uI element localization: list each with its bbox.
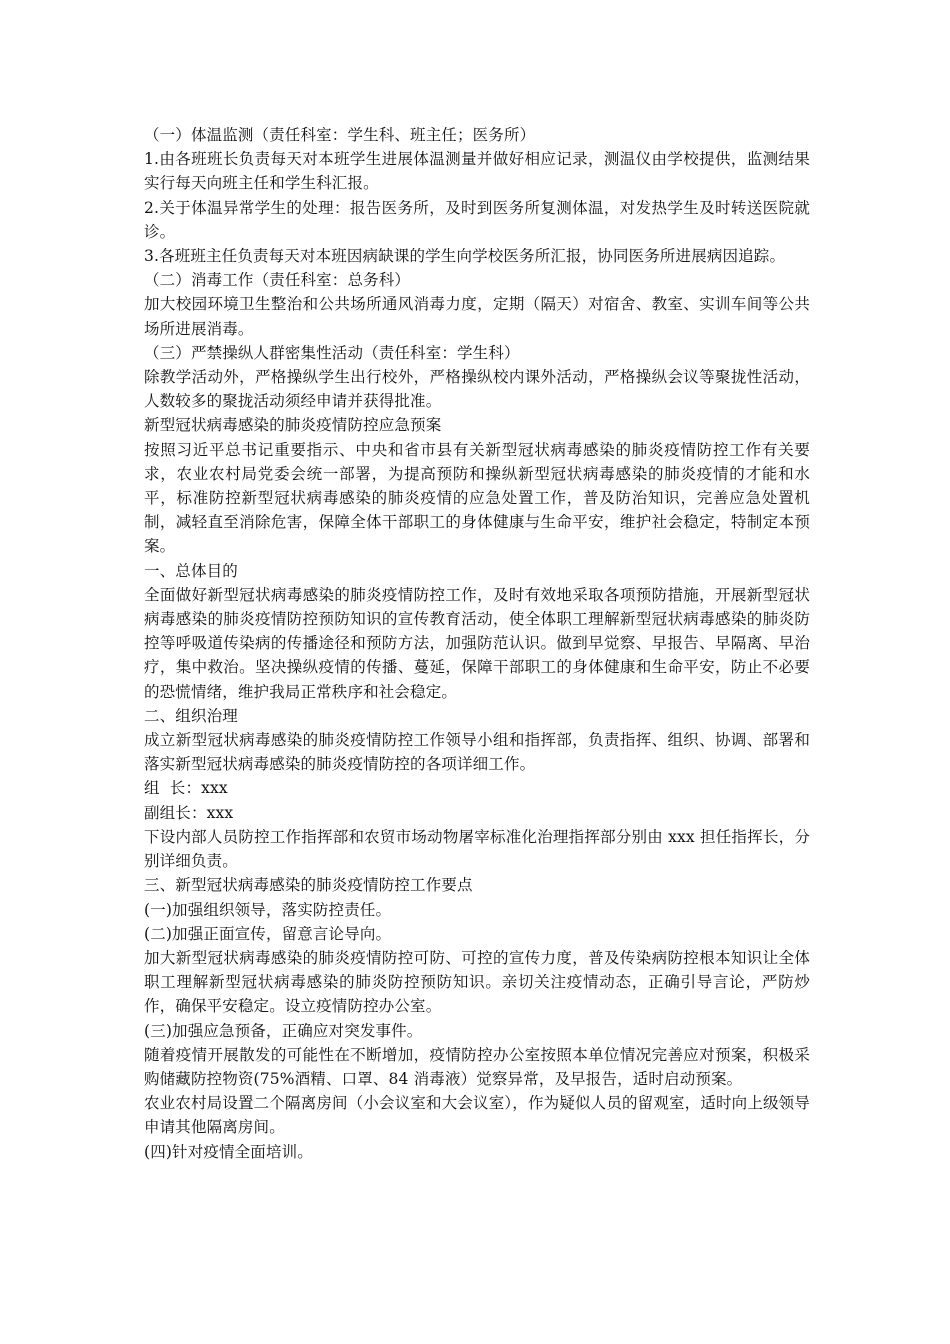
document-page [144, 123, 810, 1164]
section-heading: 三、新型冠状病毒感染的肺炎疫情防控工作要点 [144, 876, 473, 895]
section-heading: （三）严禁操纵人群密集性活动（责任科室：学生科） [144, 343, 520, 362]
paragraph: 1.由各班班长负责每天对本班学生进展体温测量并做好相应记录，测温仪由学校提供，监测结果实行每天向班主任和学生科汇报。 [144, 150, 810, 193]
section-heading: 一、总体目的 [144, 561, 238, 580]
paragraph: 3.各班班主任负责每天对本班因病缺课的学生向学校医务所汇报，协同医务所进展病因追踪。 [144, 247, 786, 266]
paragraph: 全面做好新型冠状病毒感染的肺炎疫情防控工作，及时有效地采取各项预防措施，开展新型冠状病毒感染的肺炎疫情防控预防知识的宣传教育活动，使全体职工理解新型冠状病毒感染的肺炎防控等呼吸道传染病的传播途径和预防方法，加强防范认识。做到早觉察、早报告、早隔离、早治疗，集中救治。坚决操纵疫情的传播、蔓延，保障干部职工的身体健康和生命平安，防止不必要的恐慌情绪，维护我局正常秩序和社会稳定。 [144, 585, 810, 701]
paragraph: 除教学活动外，严格操纵学生出行校外，严格操纵校内课外活动，严格操纵会议等聚拢性活动，人数较多的聚拢活动须经申请并获得批准。 [144, 368, 810, 411]
paragraph: 下设内部人员防控工作指挥部和农贸市场动物屠宰标准化治理指挥部分别由 xxx 担任指挥长，分别详细负责。 [144, 827, 810, 871]
deputy-leader-line: 副组长：xxx [144, 803, 234, 822]
section-heading: （二）消毒工作（责任科室：总务科） [144, 271, 411, 290]
section-heading: （一）体温监测（责任科室：学生科、班主任；医务所） [144, 126, 536, 144]
sub-heading: (四)针对疫情全面培训。 [144, 1142, 313, 1161]
paragraph: 农业农村局设置二个隔离房间（小会议室和大会议室），作为疑似人员的留观室，适时向上级领导申请其他隔离房间。 [144, 1094, 810, 1137]
document-title: 新型冠状病毒感染的肺炎疫情防控应急预案 [144, 416, 442, 435]
team-leader-line: 组 长：xxx [144, 779, 228, 798]
paragraph: 随着疫情开展散发的可能性在不断增加，疫情防控办公室按照本单位情况完善应对预案，积极采购储藏防控物资(75%酒精、口罩、84 消毒液）觉察异常，及早报告，适时启动预案。 [144, 1045, 810, 1088]
paragraph: 加大校园环境卫生整治和公共场所通风消毒力度，定期（隔天）对宿舍、教室、实训车间等公共场所进展消毒。 [144, 295, 810, 338]
section-heading: 二、组织治理 [144, 706, 238, 725]
sub-heading: (三)加强应急预备，正确应对突发事件。 [144, 1021, 423, 1040]
sub-heading: (一)加强组织领导，落实防控责任。 [144, 900, 392, 919]
paragraph: 2.关于体温异常学生的处理：报告医务所，及时到医务所复测体温，对发热学生及时转送医院就诊。 [144, 198, 810, 241]
paragraph: 按照习近平总书记重要指示、中央和省市县有关新型冠状病毒感染的肺炎疫情防控工作有关要求，农业农村局党委会统一部署，为提高预防和操纵新型冠状病毒感染的肺炎疫情的才能和水平，标准防控新型冠状病毒感染的肺炎疫情的应急处置工作，普及防治知识，完善应急处置机制，减轻直至消除危害，保障全体干部职工的身体健康与生命平安，维护社会稳定，特制定本预案。 [144, 440, 810, 556]
paragraph: 成立新型冠状病毒感染的肺炎疫情防控工作领导小组和指挥部，负责指挥、组织、协调、部署和落实新型冠状病毒感染的肺炎疫情防控的各项详细工作。 [144, 731, 810, 774]
paragraph: 加大新型冠状病毒感染的肺炎疫情防控可防、可控的宣传力度，普及传染病防控根本知识让全体职工理解新型冠状病毒感染的肺炎防控预防知识。亲切关注疫情动态，正确引导言论，严防炒作，确保平安稳定。设立疫情防控办公室。 [144, 948, 810, 1016]
sub-heading: (二)加强正面宣传，留意言论导向。 [144, 924, 392, 943]
